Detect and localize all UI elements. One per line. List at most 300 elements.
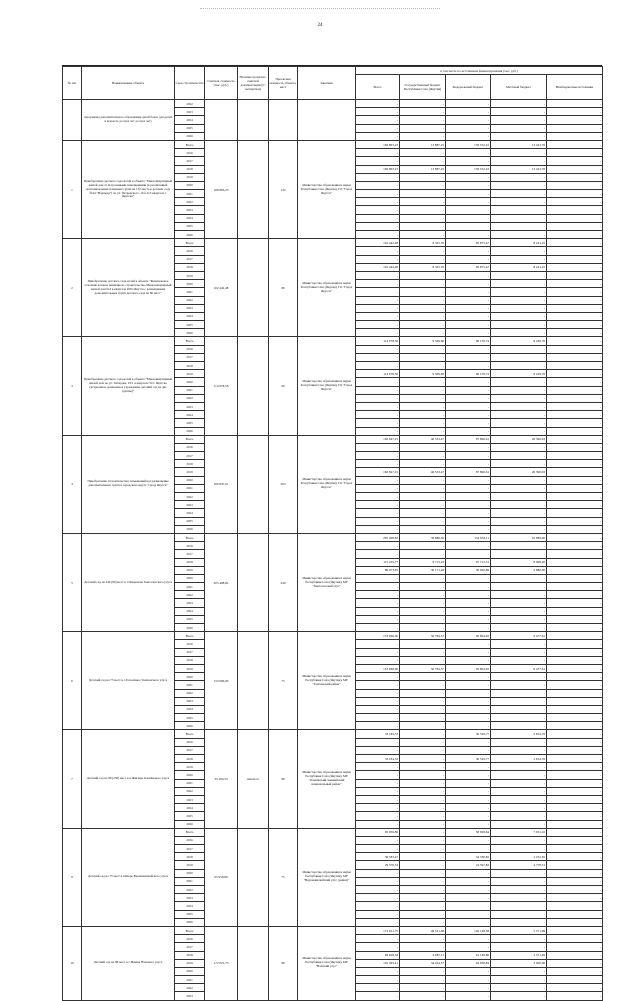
local-budget-cell: - (491, 550, 547, 558)
year-cell: 2017 (175, 353, 205, 361)
year-cell: 2019 (175, 763, 205, 771)
rs-budget-cell: - (400, 525, 446, 533)
local-budget-cell: - (491, 443, 547, 451)
object-number: 6 (63, 632, 82, 730)
total-cell: - (356, 386, 400, 394)
extra-budget-cell: - (547, 484, 603, 492)
total-cell: - (356, 836, 400, 844)
fed-budget-cell: - (446, 877, 491, 885)
extra-budget-cell: - (547, 476, 603, 484)
fed-budget-cell: 87 896,61 (446, 435, 491, 443)
extra-budget-cell: - (547, 157, 603, 165)
extra-budget-cell: - (547, 304, 603, 312)
rs-budget-cell: - (400, 689, 446, 697)
year-cell: 2024 (175, 509, 205, 517)
fed-budget-cell: - (446, 124, 491, 132)
extra-budget-cell: - (547, 419, 603, 427)
extra-budget-cell: - (547, 714, 603, 722)
object-number: 4 (63, 435, 82, 533)
fed-budget-cell: - (446, 738, 491, 746)
total-cell: - (356, 296, 400, 304)
year-cell: 2023 (175, 697, 205, 705)
rs-budget-cell: - (400, 656, 446, 664)
total-cell: - (356, 640, 400, 648)
fed-budget-cell: 126 128,58 (446, 926, 491, 934)
rs-budget-cell: - (400, 615, 446, 623)
total-cell: - (356, 574, 400, 582)
local-budget-cell: - (491, 190, 547, 198)
extra-budget-cell: - (547, 992, 603, 1000)
local-budget-cell: - (491, 804, 547, 812)
year-cell: 2017 (175, 452, 205, 460)
extra-budget-cell: - (547, 140, 603, 148)
extra-budget-cell: - (547, 271, 603, 279)
total-cell: 33 184,53 (356, 730, 400, 738)
year-cell: 2023 (175, 795, 205, 803)
total-cell: - (356, 100, 400, 108)
fed-budget-cell: - (446, 812, 491, 820)
year-cell: 2022 (175, 100, 205, 108)
local-budget-cell: - (491, 132, 547, 140)
extra-budget-cell: - (547, 656, 603, 664)
fed-budget-cell: - (446, 501, 491, 509)
year-cell: 2020 (175, 476, 205, 484)
rs-budget-cell: - (400, 386, 446, 394)
fed-budget-cell: - (446, 967, 491, 975)
year-cell: 2022 (175, 198, 205, 206)
rs-budget-cell: - (400, 493, 446, 501)
fed-budget-cell: 58 928,64 (446, 828, 491, 836)
local-budget-cell: - (491, 124, 547, 132)
total-cell: - (356, 722, 400, 730)
extra-budget-cell: - (547, 689, 603, 697)
year-cell: 2025 (175, 124, 205, 132)
rs-budget-cell: - (400, 787, 446, 795)
extra-budget-cell: - (547, 673, 603, 681)
local-budget-cell: 10 889,90 (491, 533, 547, 541)
rs-budget-cell: - (400, 836, 446, 844)
total-cell: - (356, 902, 400, 910)
fed-budget-cell: - (446, 722, 491, 730)
year-cell: 2024 (175, 705, 205, 713)
fed-budget-cell: 61 169,80 (446, 951, 491, 959)
fed-budget-cell: - (446, 902, 491, 910)
total-cell: - (356, 345, 400, 353)
rs-budget-cell: 9 569,66 (400, 370, 446, 378)
object-name: программы дополнительного образования детей более для детей в возрасте до трех лет до трех лет) (82, 100, 175, 141)
extra-budget-cell: - (547, 550, 603, 558)
local-budget-cell: - (491, 460, 547, 468)
object-name: Детский сад на 75 мест в п.Кюре Верхневилюйского улуса (82, 828, 175, 926)
local-budget-cell: - (491, 714, 547, 722)
year-cell: 2023 (175, 599, 205, 607)
customer: Министерство образования и науки Республики Саха (Якутия), ГО "Город Якутск" (298, 337, 356, 435)
rs-budget-cell: - (400, 484, 446, 492)
local-budget-cell: - (491, 648, 547, 656)
extra-budget-cell: - (547, 566, 603, 574)
rs-budget-cell: 39 886,36 (400, 533, 446, 541)
year-cell: 2021 (175, 976, 205, 984)
extra-budget-cell: - (547, 804, 603, 812)
local-budget-cell: - (491, 894, 547, 902)
design-documentation (238, 926, 269, 1000)
rs-budget-cell: - (400, 460, 446, 468)
local-budget-cell: 2 654,76 (491, 730, 547, 738)
local-budget-cell: - (491, 820, 547, 828)
total-cell: - (356, 746, 400, 754)
total-cell: - (356, 599, 400, 607)
rs-budget-cell: - (400, 402, 446, 410)
extra-budget-cell: - (547, 632, 603, 640)
rs-budget-cell: - (400, 198, 446, 206)
rs-budget-cell: - (400, 574, 446, 582)
object-name: Детский сад на 98 (250) мест в п.Жиганы Оленёкского улуса (82, 730, 175, 828)
year-cell: 2019 (175, 370, 205, 378)
fed-budget-cell: 96 159,74 (446, 370, 491, 378)
fed-budget-cell: - (446, 280, 491, 288)
rs-budget-cell: - (400, 419, 446, 427)
local-budget-cell: - (491, 615, 547, 623)
total-cell: - (356, 271, 400, 279)
total-cell: 102 393,41 (356, 959, 400, 967)
customer: Министерство образования и науки Республики Саха (Якутия), МР "Верхневилюйский улус (район)" (298, 828, 356, 926)
fed-budget-cell: - (446, 476, 491, 484)
total-cell: 172 021,75 (356, 926, 400, 934)
design-documentation (238, 140, 269, 238)
rs-budget-cell: - (400, 804, 446, 812)
local-budget-cell: - (491, 181, 547, 189)
extra-budget-cell: - (547, 345, 603, 353)
fed-budget-cell: - (446, 345, 491, 353)
rs-budget-cell: - (400, 329, 446, 337)
year-cell: 2026 (175, 525, 205, 533)
year-cell: 2023 (175, 402, 205, 410)
year-cell: 2018 (175, 558, 205, 566)
local-budget-cell: 9 249,76 (491, 337, 547, 345)
local-budget-cell: 2 252,65 (491, 853, 547, 861)
extra-budget-cell: - (547, 845, 603, 853)
fed-budget-cell: - (446, 288, 491, 296)
extra-budget-cell: - (547, 247, 603, 255)
object-number: 2 (63, 239, 82, 337)
local-budget-cell: - (491, 976, 547, 984)
total-cell: - (356, 771, 400, 779)
fed-budget-cell: - (446, 714, 491, 722)
year-cell: 2022 (175, 689, 205, 697)
table-row (63, 926, 603, 934)
rs-budget-cell: - (400, 599, 446, 607)
fed-budget-cell: 139 552,22 (446, 165, 491, 173)
year-cell: 2019 (175, 664, 205, 672)
rs-budget-cell: - (400, 984, 446, 992)
extra-budget-cell: - (547, 607, 603, 615)
local-budget-cell: - (491, 427, 547, 435)
total-cell: - (356, 501, 400, 509)
total-cell: - (356, 484, 400, 492)
extra-budget-cell: - (547, 501, 603, 509)
extra-budget-cell: - (547, 173, 603, 181)
fed-budget-cell: 34 330,82 (446, 853, 491, 861)
fed-budget-cell: - (446, 116, 491, 124)
year-cell: 2023 (175, 992, 205, 1000)
local-budget-cell: 9 249,76 (491, 370, 547, 378)
extra-budget-cell: - (547, 877, 603, 885)
fed-budget-cell: - (446, 452, 491, 460)
total-cell: - (356, 525, 400, 533)
local-budget-cell: - (491, 656, 547, 664)
total-cell: - (356, 918, 400, 926)
local-budget-cell: - (491, 910, 547, 918)
total-cell: - (356, 648, 400, 656)
local-budget-cell: - (491, 157, 547, 165)
extra-budget-cell: - (547, 583, 603, 591)
total-cell: - (356, 222, 400, 230)
table-row (63, 100, 603, 108)
year-cell: Всего (175, 337, 205, 345)
capacity: 98 (269, 926, 298, 1000)
fed-budget-cell: 87 896,61 (446, 468, 491, 476)
extra-budget-cell: - (547, 132, 603, 140)
capacity: 75 (269, 828, 298, 926)
local-budget-cell: - (491, 321, 547, 329)
rs-budget-cell: - (400, 763, 446, 771)
local-budget-cell: - (491, 501, 547, 509)
estimated-cost: 172 021,75 (205, 926, 238, 1000)
extra-budget-cell: - (547, 894, 603, 902)
rs-budget-cell: - (400, 312, 446, 320)
total-cell: - (356, 542, 400, 550)
extra-budget-cell: - (547, 533, 603, 541)
local-budget-cell: - (491, 763, 547, 771)
total-cell: 36 583,47 (356, 853, 400, 861)
year-cell: 2021 (175, 288, 205, 296)
total-cell: - (356, 689, 400, 697)
fed-budget-cell: - (446, 746, 491, 754)
capacity: 80 (269, 239, 298, 337)
year-cell: 2019 (175, 566, 205, 574)
local-budget-cell: - (491, 886, 547, 894)
year-cell: 2018 (175, 460, 205, 468)
extra-budget-cell: - (547, 362, 603, 370)
rs-budget-cell: - (400, 845, 446, 853)
object-number: 3 (63, 337, 82, 435)
extra-budget-cell: - (547, 124, 603, 132)
year-cell: 2025 (175, 419, 205, 427)
table-row (63, 730, 603, 738)
local-budget-cell: - (491, 288, 547, 296)
year-cell: 2023 (175, 894, 205, 902)
local-budget-cell: - (491, 353, 547, 361)
total-cell: - (356, 116, 400, 124)
extra-budget-cell: - (547, 951, 603, 959)
local-budget-cell: 8 241,25 (491, 239, 547, 247)
year-cell: 2019 (175, 959, 205, 967)
year-cell: 2023 (175, 108, 205, 116)
estimated-cost: 102 442,48 (205, 239, 238, 337)
fed-budget-cell: - (446, 705, 491, 713)
object-name: Приобретение (строительство) помещений под размещение дополнительных групп в городском округе "город Якутск" (82, 435, 175, 533)
local-budget-cell: - (491, 918, 547, 926)
local-budget-cell: 5 371,09 (491, 926, 547, 934)
fed-budget-cell: - (446, 304, 491, 312)
total-cell: - (356, 394, 400, 402)
total-cell: - (356, 181, 400, 189)
rs-budget-cell: - (400, 173, 446, 181)
object-number (63, 100, 82, 141)
fed-budget-cell: - (446, 206, 491, 214)
fed-budget-cell: - (446, 247, 491, 255)
col-no-header: № п/п (63, 67, 82, 100)
fed-budget-cell: - (446, 181, 491, 189)
extra-budget-cell: - (547, 787, 603, 795)
rs-budget-cell: - (400, 509, 446, 517)
rs-budget-cell: - (400, 222, 446, 230)
estimated-cost: 153 066,90 (205, 632, 238, 730)
year-cell: 2022 (175, 886, 205, 894)
year-cell: 2021 (175, 877, 205, 885)
year-cell: Всего (175, 828, 205, 836)
year-cell: Всего (175, 730, 205, 738)
extra-budget-cell: - (547, 321, 603, 329)
fed-budget-cell: - (446, 214, 491, 222)
page-number: 24 (317, 23, 323, 28)
fed-budget-cell: - (446, 689, 491, 697)
rs-budget-cell: 9 715,10 (400, 558, 446, 566)
year-cell: 2021 (175, 386, 205, 394)
rs-budget-cell: - (400, 443, 446, 451)
extra-budget-cell: - (547, 959, 603, 967)
table-row (63, 337, 603, 345)
rs-budget-cell: - (400, 918, 446, 926)
extra-budget-cell: - (547, 730, 603, 738)
col-design-header: Наличие проектно-сметной документации (Г/экспертиза) (238, 67, 269, 100)
total-cell: - (356, 894, 400, 902)
total-cell: - (356, 697, 400, 705)
estimated-cost: 33 184,53 (205, 730, 238, 828)
year-cell: 2018 (175, 656, 205, 664)
rs-budget-cell: - (400, 943, 446, 951)
local-budget-cell: - (491, 992, 547, 1000)
rs-budget-cell: - (400, 255, 446, 263)
fed-budget-cell: - (446, 402, 491, 410)
object-number: 10 (63, 926, 82, 1000)
local-budget-cell: - (491, 280, 547, 288)
year-cell: 2026 (175, 820, 205, 828)
rs-budget-cell: 8 325,76 (400, 239, 446, 247)
rs-budget-cell: - (400, 714, 446, 722)
design-documentation (238, 239, 269, 337)
rs-budget-cell: - (400, 149, 446, 157)
rs-budget-cell: - (400, 869, 446, 877)
total-cell: - (356, 738, 400, 746)
design-documentation (238, 533, 269, 631)
design-documentation (238, 337, 269, 435)
rs-budget-cell: - (400, 271, 446, 279)
rs-budget-cell: - (400, 853, 446, 861)
extra-budget-cell: - (547, 517, 603, 525)
year-cell: 2025 (175, 517, 205, 525)
local-budget-cell: - (491, 746, 547, 754)
local-budget-cell: - (491, 296, 547, 304)
extra-budget-cell: - (547, 100, 603, 108)
table-row (63, 435, 603, 443)
year-cell: 2016 (175, 836, 205, 844)
total-cell: - (356, 378, 400, 386)
extra-budget-cell: - (547, 214, 603, 222)
col-total-header: Всего (356, 75, 400, 100)
table-row (63, 239, 603, 247)
extra-budget-cell: - (547, 967, 603, 975)
col-fed-budget-header: Федеральный бюджет (446, 75, 491, 100)
year-cell: 2019 (175, 173, 205, 181)
total-cell: - (356, 935, 400, 943)
local-budget-cell: - (491, 877, 547, 885)
fed-budget-cell: - (446, 411, 491, 419)
fed-budget-cell: - (446, 984, 491, 992)
year-cell: 2017 (175, 157, 205, 165)
fed-budget-cell: - (446, 681, 491, 689)
rs-budget-cell: - (400, 648, 446, 656)
rs-budget-cell: - (400, 681, 446, 689)
total-cell: - (356, 353, 400, 361)
year-cell: 2025 (175, 222, 205, 230)
extra-budget-cell: - (547, 394, 603, 402)
fed-budget-cell: - (446, 787, 491, 795)
year-cell: 2018 (175, 853, 205, 861)
extra-budget-cell: - (547, 411, 603, 419)
year-cell: 2022 (175, 787, 205, 795)
local-budget-cell: - (491, 984, 547, 992)
local-budget-cell: - (491, 509, 547, 517)
year-cell: 2020 (175, 280, 205, 288)
total-cell: - (356, 673, 400, 681)
extra-budget-cell: - (547, 280, 603, 288)
total-cell: - (356, 321, 400, 329)
fed-budget-cell: - (446, 607, 491, 615)
total-cell: - (356, 779, 400, 787)
fed-budget-cell: - (446, 312, 491, 320)
local-budget-cell: 13 423,76 (491, 165, 547, 173)
local-budget-cell: - (491, 214, 547, 222)
rs-budget-cell: - (400, 108, 446, 116)
rs-budget-cell: - (400, 755, 446, 763)
year-cell: 2020 (175, 967, 205, 975)
customer (298, 100, 356, 141)
total-cell: - (356, 763, 400, 771)
fed-budget-cell: - (446, 296, 491, 304)
rs-budget-cell: - (400, 296, 446, 304)
extra-budget-cell: - (547, 664, 603, 672)
year-cell: 2016 (175, 738, 205, 746)
object-number: 5 (63, 533, 82, 631)
design-documentation (238, 632, 269, 730)
rs-budget-cell: 50 784,57 (400, 664, 446, 672)
local-budget-cell: - (491, 362, 547, 370)
rs-budget-cell: - (400, 697, 446, 705)
local-budget-cell: - (491, 607, 547, 615)
extra-budget-cell: - (547, 402, 603, 410)
extra-budget-cell: - (547, 886, 603, 894)
fed-budget-cell: - (446, 615, 491, 623)
fed-budget-cell: - (446, 198, 491, 206)
year-cell: 2016 (175, 247, 205, 255)
year-cell: 2017 (175, 943, 205, 951)
total-cell: - (356, 845, 400, 853)
fed-budget-cell: - (446, 648, 491, 656)
extra-budget-cell: - (547, 239, 603, 247)
year-cell: 2026 (175, 132, 205, 140)
estimated-cost: 160 847,01 (205, 435, 238, 533)
